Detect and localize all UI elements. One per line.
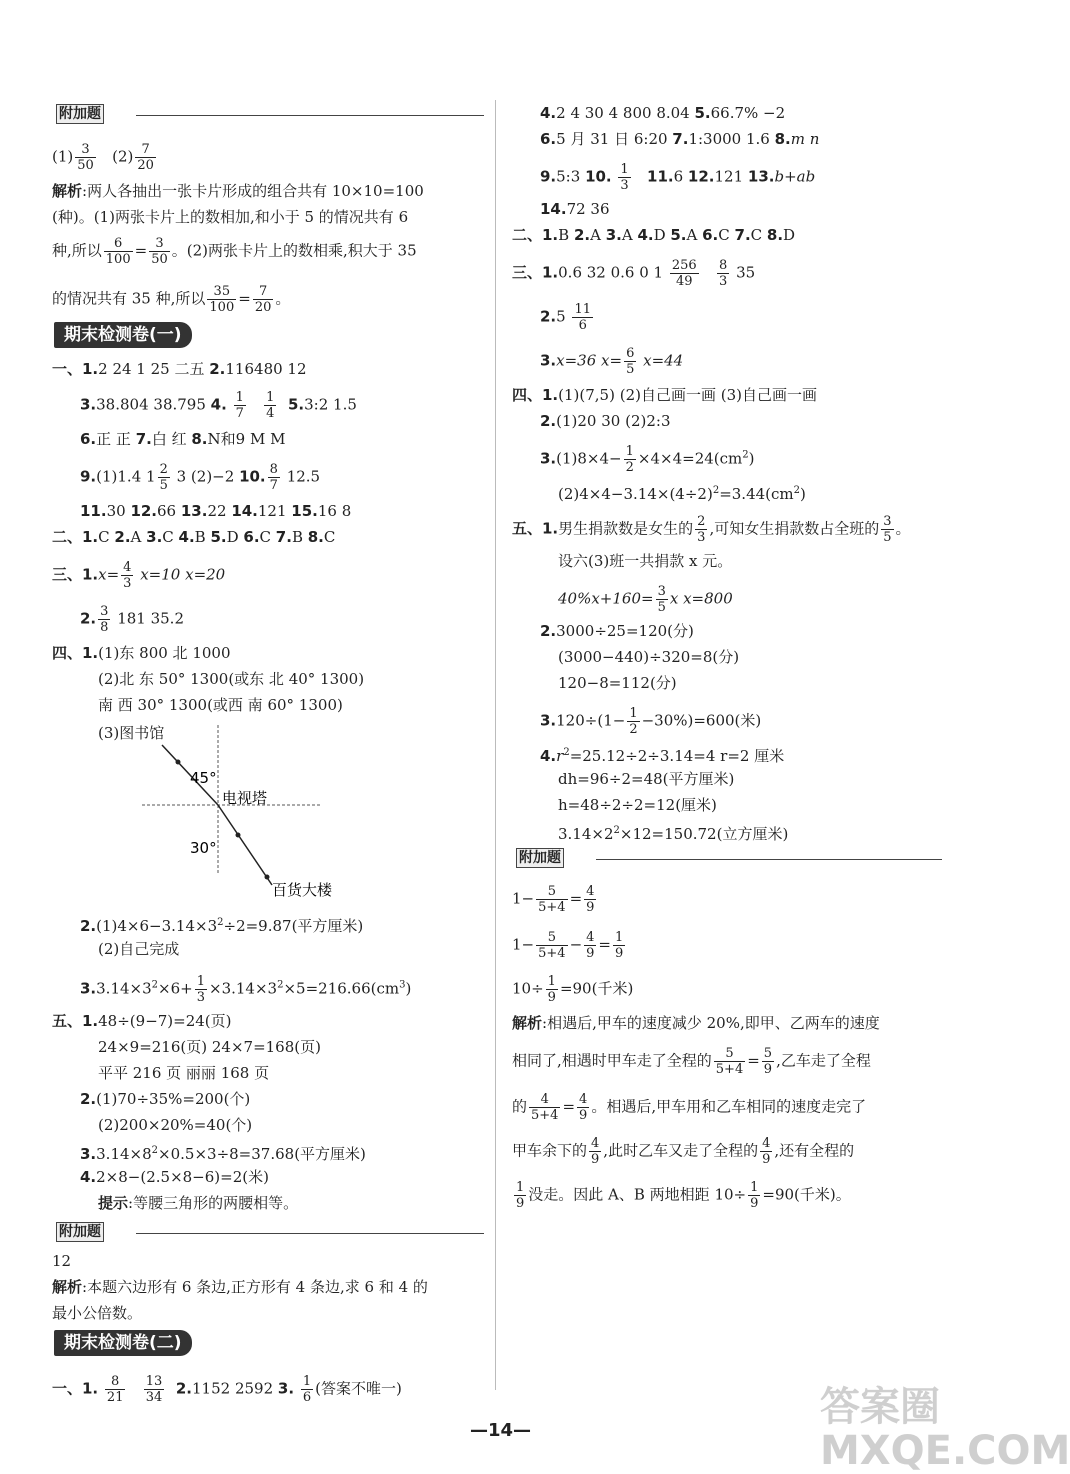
exam1-row-2: 3.38.804 38.795 4. $\frac{1}{7}$ $\frac{1}{4}$ 5.3:2 1.5 [80,390,357,421]
exam1-row-22: 4.2×8−(2.5×8−6)=2(米) [80,1168,269,1186]
item-answer: 121 [257,502,292,520]
item-number: 11. [80,502,107,520]
item-answer: 66 [157,502,181,520]
fujia-label: 附加题 [516,848,564,868]
department-store-label: 百货大楼 [272,881,333,899]
item-number: 14. [231,502,258,520]
exam1-row-23: 提示:等腰三角形的两腰相等。 [98,1194,299,1212]
store-line [218,805,272,885]
item-answer: 16 8 [317,502,352,520]
fujia2-explanation-line-2: 最小公倍数。 [52,1304,143,1322]
item-answer: C [718,226,735,244]
fujia3-explanation-line-5: $\frac{1}{9}$ 没走。因此 A、B 两地相距 10÷ $\frac{1}{9}$ =90(千米)。 [516,1180,851,1211]
item-answer: D [783,226,796,244]
item-number: 6. [702,226,719,244]
item-number: 2. [114,528,131,546]
item-number: 8. [766,226,784,244]
right-row-12: $(2)4\times 4-3.14\times(4\div 2)^2=3.44(cm^2)$ [558,485,806,503]
exam1-row-13: $2.(1)4\times 6-3.14\times 3^2\div 2=9.87$(平方厘米) [80,917,364,935]
watermark-text: 答案圈 MXQE.COM [820,1384,1070,1474]
exam1-row-8: 2. $\frac{3}{8}$ 181 35.2 [80,604,184,635]
library-point [176,760,181,765]
item-answer: B [194,528,211,546]
item-answer: B [558,226,574,244]
right-row-22: h=48÷2÷2=12(厘米) [558,796,717,814]
right-row-2: 6.5 月 31 日 6:20 7.1:3000 1.6 8.m n [540,130,820,148]
item-number: 5. [210,528,227,546]
exam1-row-5 [80,500,351,522]
exam1-row-14: (2)自己完成 [98,940,180,958]
exam1-row-10: (2)北 东 50° 1300(或东 北 40° 1300) [98,670,365,688]
fujia1-explanation-line-1: 解析:两人各抽出一张卡片形成的组合共有 10×10=100 [52,182,424,200]
exam2-row-1: 一、1. $\frac{8}{21}$ $\frac{13}{34}$ 2.1152 2592 3. $\frac{1}{6}$ (答案不唯一) [52,1374,402,1405]
fujia-label: 附加题 [56,104,104,124]
exam1-row-17: 24×9=216(页) 24×7=168(页) [98,1038,321,1056]
exam1-row-1: 一、1.2 24 1 25 二五 2.116480 12 [52,360,307,378]
column-divider [495,100,496,1390]
right-row-8: 3.x=36 x= $\frac{6}{5}$ x=44 [540,346,684,377]
direction-diagram [132,725,412,905]
exam1-row-9: 四、1.(1)东 800 北 1000 [52,644,231,662]
right-row-7: 2.5 $\frac{11}{6}$ [540,302,591,333]
right-row-20: $4.r^2=25.12\div 2\div 3.14=4$ r=2 厘米 [540,747,785,765]
item-answer: C [259,528,276,546]
item-number: 4. [637,226,654,244]
item-answer: A [686,226,703,244]
right-row-3: 9.5:3 10. $\frac{1}{3}$ 11.6 12.121 13.b+ab [540,162,816,193]
tv-tower-label: 电视塔 [222,789,268,807]
fujia3-calc-2: 1− $\frac{5}{5+4}$ − $\frac{4}{9}$ = $\frac{1}{9}$ [512,930,624,961]
fujia1-explanation-line-3: 种,所以 $\frac{6}{100}$ = $\frac{3}{50}$ 。(2)两张卡片上的数相乘,积大于 35 [52,236,417,267]
exam1-title: 期末检测卷(一) [54,322,192,348]
right-row-6: 三、1.0.6 32 0.6 0 1 $\frac{256}{49}$ $\frac{8}{3}$ 35 [512,258,756,289]
right-row-18: 120−8=112(分) [558,674,677,692]
angle-30-label: 30° [190,839,217,857]
page-number: —14— [470,1420,532,1441]
right-row-17: (3000−440)÷320=8(分) [558,648,740,666]
item-answer: 22 [207,502,232,520]
item-number: 2. [573,226,591,244]
fujia3-explanation-line-4: 甲车余下的 $\frac{4}{9}$ ,此时乙车又走了全程的 $\frac{4}{9}$ ,还有全程的 [512,1136,855,1167]
item-number: 3. [146,528,163,546]
item-number: 7. [275,528,292,546]
exam1-row-4: 9.(1)1.4 1 $\frac{2}{5}$ 3 (2)−2 10. $\frac{8}{7}$ 12.5 [80,462,321,493]
right-row-16: 2.3000÷25=120(分) [540,622,694,640]
exam1-row-15: $3.3.14\times 3^2\times 6+$ $\frac{1}{3}$ $\times 3.14\times 3^2\times 5=216.66(cm^3)$ [80,974,412,1005]
fujia-header-3 [516,848,942,870]
right-row-14: 设六(3)班一共捐款 x 元。 [558,552,733,570]
store-point [265,875,270,880]
right-row-19: 3.120÷(1− $\frac{1}{2}$ −30%)=600(米) [540,706,762,737]
watermark [820,1385,1070,1473]
midpoint [236,833,241,838]
item-answer: A [621,226,638,244]
fujia-rule [136,115,484,116]
fujia1-explanation-line-4: 的情况共有 35 种,所以 $\frac{35}{100}$ = $\frac{7}{20}$ 。 [52,284,291,315]
item-number: 4. [178,528,195,546]
exam1-row-6: 二、1.C 2.A 3.C 4.B 5.D 6.C 7.B 8.C [52,528,336,546]
fujia2-explanation-line-1: 解析:本题六边形有 6 条边,正方形有 4 条边,求 6 和 4 的 [52,1278,428,1296]
fujia-header-2 [56,1222,484,1244]
item-number: 8. [307,528,324,546]
exam2-title: 期末检测卷(二) [54,1330,192,1356]
right-row-5: 二、1.B 2.A 3.A 4.D 5.A 6.C 7.C 8.D [512,226,796,244]
right-row-4: 14.72 36 [540,200,610,218]
fujia-rule [596,859,942,860]
right-row-21: dh=96÷2=48(平方厘米) [558,770,735,788]
exam1-row-16: 五、1.48÷(9−7)=24(页) [52,1012,232,1030]
exam1-row-3: 6.正 正 7.白 红 8.N和9 M M [80,430,286,448]
exam1-row-19: 2.(1)70÷35%=200(个) [80,1090,251,1108]
item-number: 12. [130,502,158,520]
exam1-row-21: $3.3.14\times 8^2\times 0.5\times 3\div 8=37.68$(平方厘米) [80,1145,366,1163]
item-answer: A [590,226,606,244]
right-row-1: 4.2 4 30 4 800 8.04 5.66.7% −2 [540,104,786,122]
exam1-row-12: (3)图书馆 [98,724,165,742]
right-row-15: 40%x+160= $\frac{3}{5}$ x x=800 [558,584,733,615]
fujia3-explanation-line-2: 相同了,相遇时甲车走了全程的 $\frac{5}{5+4}$ = $\frac{5}{9}$ ,乙车走了全程 [512,1046,871,1077]
right-row-11: 3.(1)8×4− $\frac{1}{2}$ $\times 4\times 4=24(cm^2)$ [540,444,755,475]
fujia-header-1 [56,104,484,126]
item-answer: C [323,528,336,546]
item-number: 3. [605,226,622,244]
fujia-rule [136,1233,484,1234]
item-answer: C [98,528,115,546]
item-answer: A [130,528,147,546]
right-row-13: 五、1.男生捐款数是女生的 $\frac{2}{3}$ ,可知女生捐款数占全班的 $\frac{3}{5}$ 。 [512,514,911,545]
exam1-row-7: 三、1.x= $\frac{4}{3}$ x=10 x=20 [52,560,226,591]
item-number: 7. [734,226,751,244]
item-answer: D [653,226,671,244]
item-number: 6. [243,528,260,546]
fujia1-answer: (1) $\frac{3}{50}$ (2) $\frac{7}{20}$ [52,142,154,173]
fujia2-answer: 12 [52,1252,72,1270]
fujia3-calc-3: 10÷ $\frac{1}{9}$ =90(千米) [512,974,634,1005]
right-row-9: 四、1.(1)(7,5) (2)自己画一画 (3)自己画一画 [512,386,817,404]
item-number: 15. [291,502,318,520]
item-answer: D [226,528,244,546]
angle-45-label: 45° [190,769,217,787]
right-row-23: $3.14\times 2^2\times 12=150.72$(立方厘米) [558,825,789,843]
fujia1-explanation-line-2: (种)。(1)两张卡片上的数相加,和小于 5 的情况共有 6 [52,208,409,226]
fujia3-explanation-line-1: 解析:相遇后,甲车的速度减少 20%,即甲、乙两车的速度 [512,1014,880,1032]
item-answer: C [162,528,179,546]
fujia3-calc-1: 1− $\frac{5}{5+4}$ = $\frac{4}{9}$ [512,884,595,915]
fujia-label: 附加题 [56,1222,104,1242]
item-number: 13. [180,502,208,520]
exam1-row-20: (2)200×20%=40(个) [98,1116,253,1134]
item-number: 5. [670,226,687,244]
exam1-row-11: 南 西 30° 1300(或西 南 60° 1300) [98,696,343,714]
item-answer: C [750,226,767,244]
exam1-row-18: 平平 216 页 丽丽 168 页 [98,1064,270,1082]
right-row-10: 2.(1)20 30 (2)2:3 [540,412,671,430]
fujia3-explanation-line-3: 的 $\frac{4}{5+4}$ = $\frac{4}{9}$ 。相遇后,甲车用和乙车相同的速度走完了 [512,1092,867,1123]
item-answer: B [291,528,308,546]
item-answer: 30 [106,502,131,520]
